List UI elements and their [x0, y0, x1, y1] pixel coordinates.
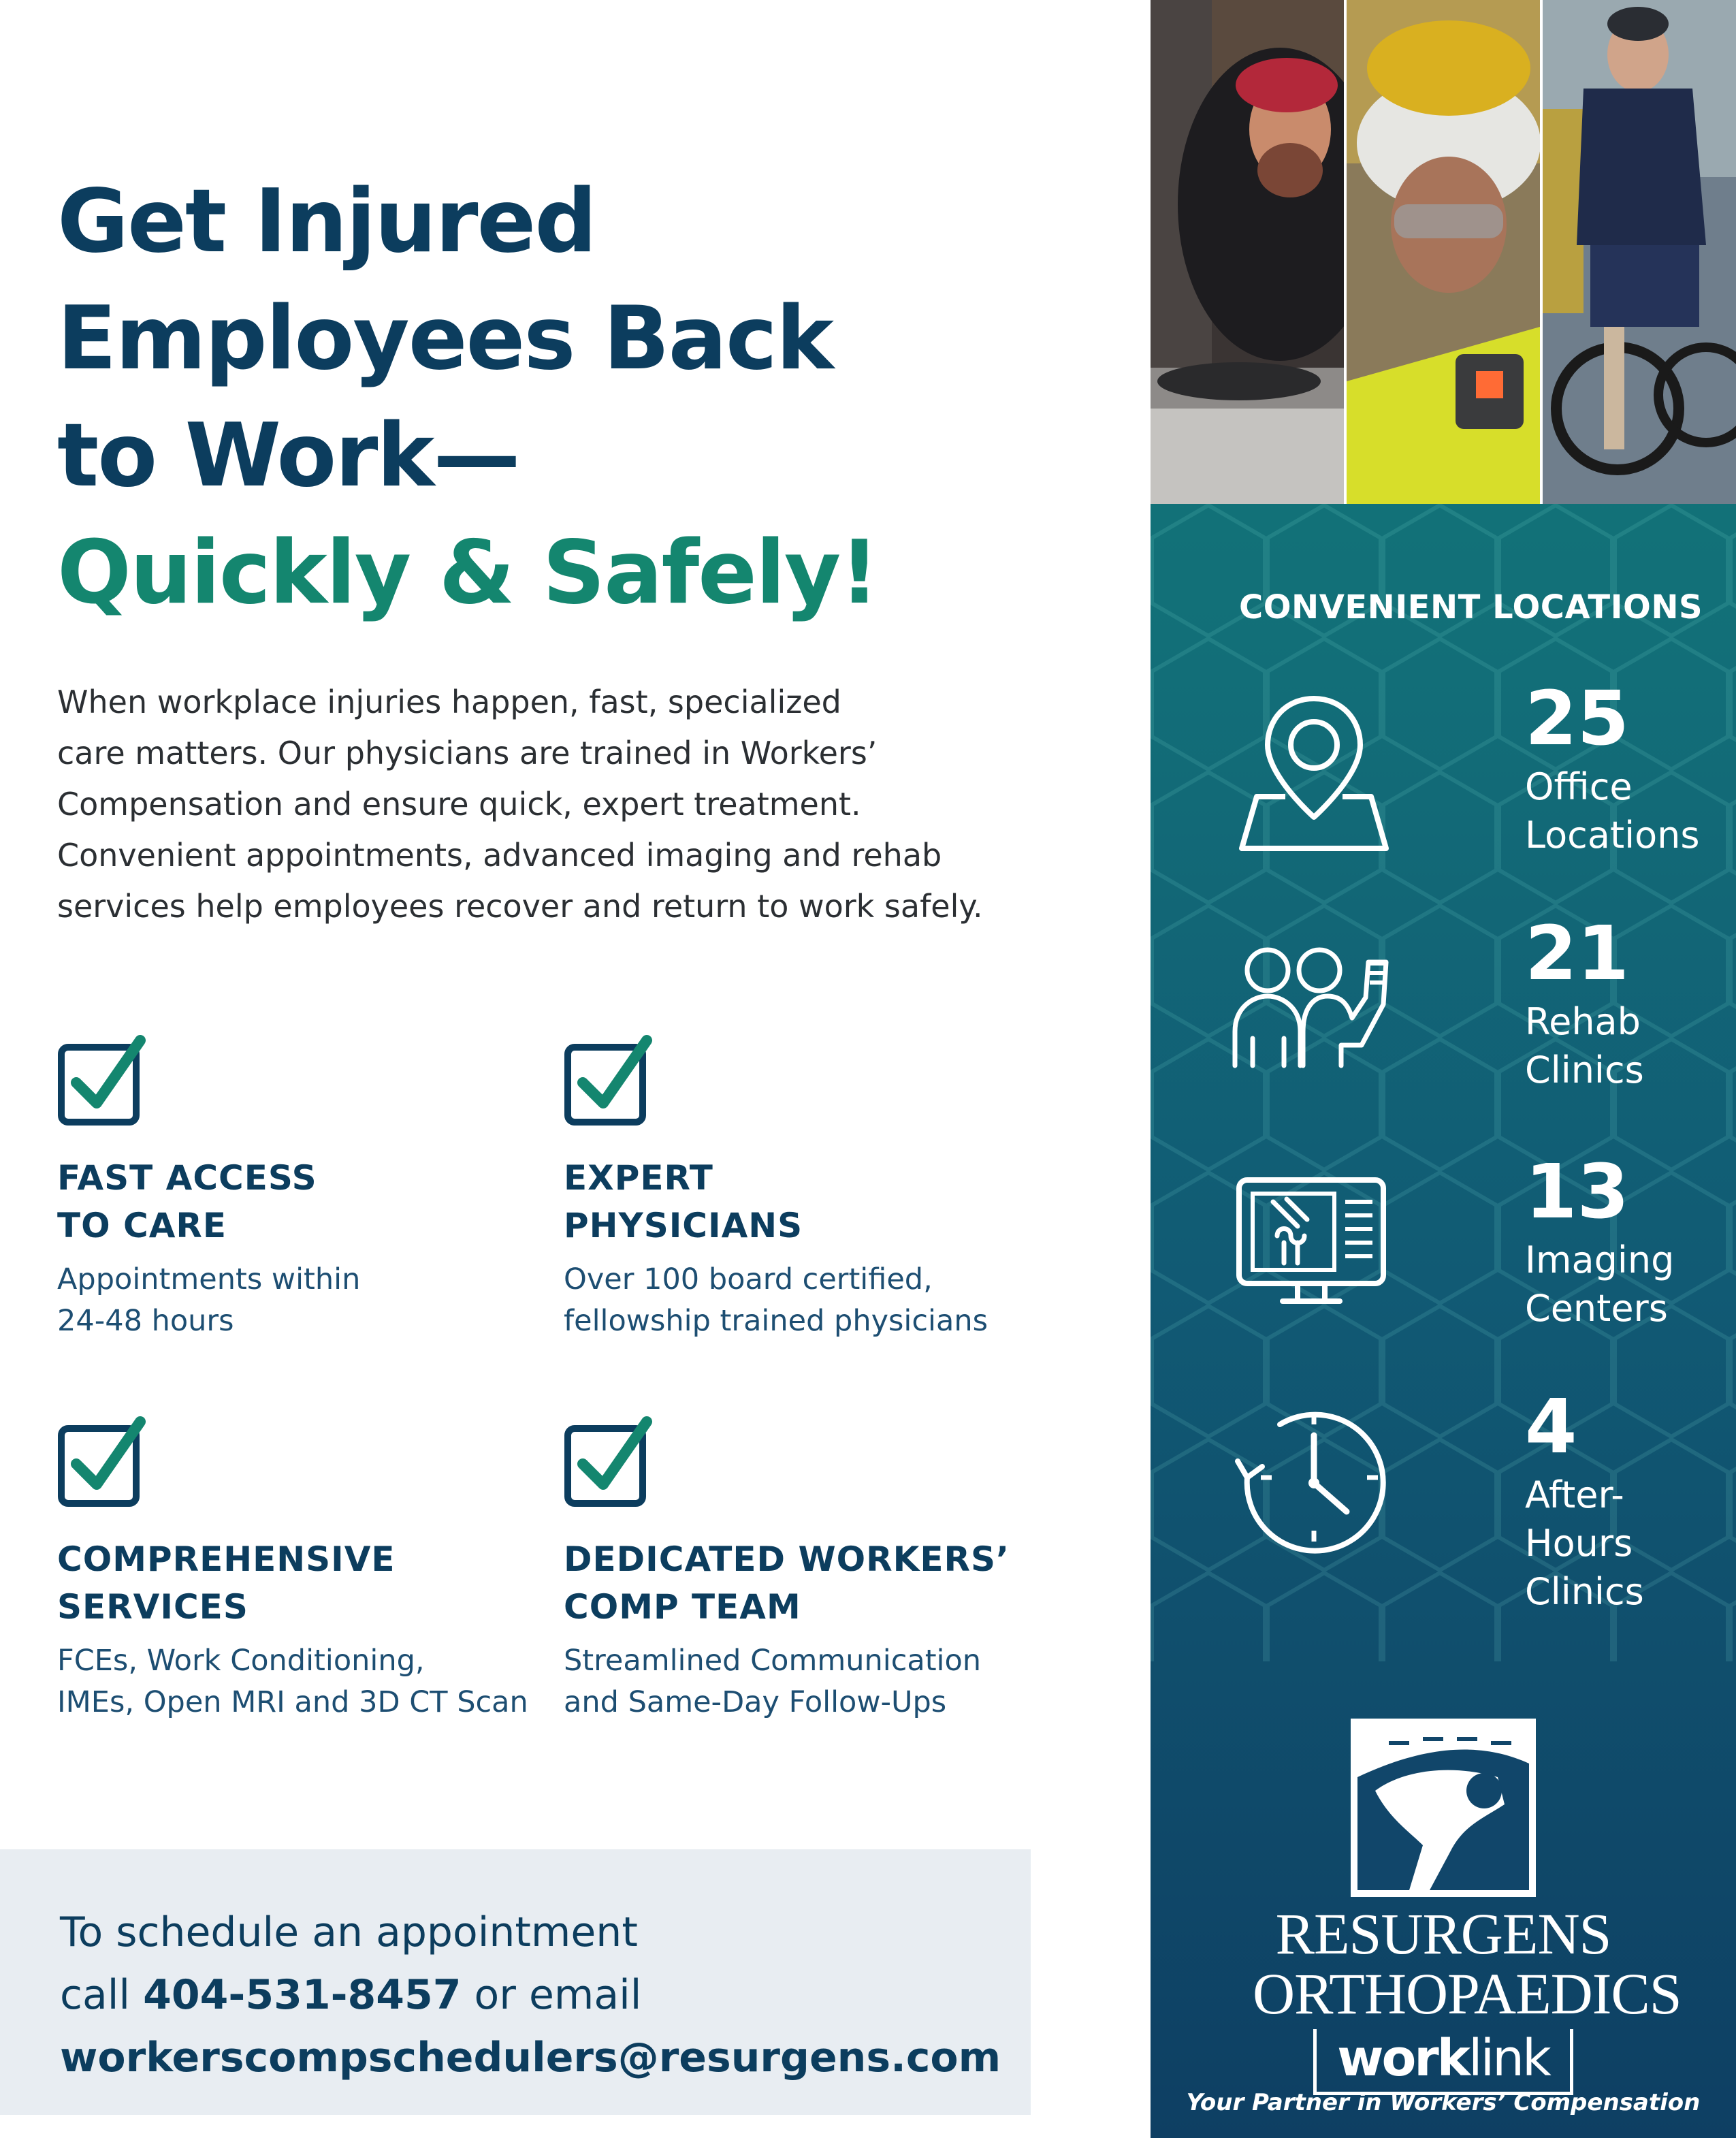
feature-title-line: SERVICES [57, 1587, 248, 1627]
stat-number: 13 [1525, 1148, 1630, 1235]
stat-after-hours-clinics [1232, 1383, 1709, 1613]
checkbox-icon [57, 1416, 146, 1508]
feature-description [564, 1259, 1054, 1342]
cta-phone-line [60, 1964, 1031, 2026]
intro-line: services help employees recover and return to work safely. [57, 888, 983, 925]
headline-line-2: Employees Back [57, 288, 833, 389]
stat-number: 4 [1525, 1383, 1577, 1470]
worklink-light: link [1468, 2029, 1549, 2088]
stat-label [1525, 998, 1644, 1094]
clock-icon [1232, 1396, 1396, 1559]
intro-line: Convenient appointments, advanced imaging and rehab [57, 837, 942, 874]
feature-desc-line: Streamlined Communication [564, 1644, 982, 1678]
cta-email-line [60, 2026, 1031, 2089]
feature-comprehensive-services [57, 1416, 547, 1723]
intro-line: When workplace injuries happen, fast, specialized [57, 684, 841, 720]
stat-label-line: After-Hours [1525, 1473, 1633, 1565]
stat-number: 25 [1525, 675, 1630, 762]
feature-title [57, 1535, 547, 1631]
headline [57, 163, 1078, 632]
imaging-monitor-icon [1232, 1161, 1396, 1324]
stat-label-line: Clinics [1525, 1570, 1644, 1613]
feature-desc-line: IMEs, Open MRI and 3D CT Scan [57, 1685, 528, 1719]
feature-fast-access [57, 1035, 547, 1342]
stat-label-line: Centers [1525, 1287, 1668, 1330]
phone-link[interactable]: 404-531-8457 [143, 1971, 462, 2019]
cta-line: To schedule an appointment [60, 1909, 638, 1956]
stat-label [1525, 763, 1700, 859]
feature-title-line: EXPERT [564, 1158, 713, 1198]
photo-bike-officer [1543, 0, 1736, 504]
intro-line: care matters. Our physicians are trained in Workers’ [57, 735, 878, 771]
stat-label [1525, 1471, 1709, 1616]
stat-label-line: Imaging [1525, 1239, 1675, 1281]
photo-construction-worker [1347, 0, 1540, 504]
checkbox-icon [564, 1416, 652, 1508]
worker-photo-strip [1151, 0, 1736, 504]
tagline: Your Partner in Workers’ Compensation [1186, 2089, 1701, 2116]
headline-accent: Quickly & Safely! [57, 522, 878, 624]
stat-label-line: Office [1525, 765, 1633, 808]
feature-description [57, 1259, 547, 1342]
cta-text: call [60, 1971, 144, 2019]
feature-title-line: TO CARE [57, 1206, 227, 1245]
feature-desc-line: FCEs, Work Conditioning, [57, 1644, 425, 1678]
stat-label [1525, 1236, 1674, 1333]
logo-name-line-1: RESURGENS [1275, 1901, 1611, 1966]
feature-desc-line: Over 100 board certified, [564, 1262, 933, 1296]
logo-name-line-2: ORTHOPAEDICS [1253, 1961, 1682, 2026]
appointment-cta-box [0, 1849, 1031, 2115]
locations-title: CONVENIENT LOCATIONS [1239, 588, 1703, 626]
stat-imaging-centers [1232, 1148, 1709, 1365]
feature-desc-line: and Same-Day Follow-Ups [564, 1685, 947, 1719]
rehab-people-icon [1232, 923, 1396, 1086]
worklink-bold: work [1337, 2029, 1469, 2088]
checkbox-icon [57, 1035, 146, 1127]
worklink-wordmark [1253, 2029, 1634, 2095]
feature-title-line: COMPREHENSIVE [57, 1539, 396, 1579]
feature-desc-line: fellowship trained physicians [564, 1304, 988, 1338]
stat-number: 21 [1525, 910, 1630, 997]
feature-title-line: COMP TEAM [564, 1587, 801, 1627]
feature-description [57, 1640, 547, 1723]
feature-title-line: DEDICATED WORKERS’ [564, 1539, 1010, 1579]
stat-label-line: Clinics [1525, 1049, 1644, 1091]
feature-title [564, 1535, 1054, 1631]
feature-title [57, 1154, 547, 1249]
feature-description [564, 1640, 1054, 1723]
feature-desc-line: Appointments within [57, 1262, 361, 1296]
headline-line-3: to Work— [57, 405, 519, 507]
intro-line: Compensation and ensure quick, expert treatment. [57, 786, 861, 823]
feature-dedicated-team [564, 1416, 1054, 1723]
resurgens-logo [1253, 1716, 1682, 2095]
feature-desc-line: 24-48 hours [57, 1304, 234, 1338]
feature-title [564, 1154, 1054, 1249]
logo-mark-icon [1348, 1716, 1539, 1900]
feature-title-line: PHYSICIANS [564, 1206, 803, 1245]
cta-text: or email [461, 1971, 642, 2019]
feature-expert-physicians [564, 1035, 1054, 1342]
stat-rehab-clinics [1232, 910, 1709, 1127]
map-pin-icon [1232, 688, 1396, 851]
stat-office-locations [1232, 675, 1709, 892]
intro-paragraph [57, 677, 1024, 932]
checkbox-icon [564, 1035, 652, 1127]
locations-panel [1151, 0, 1736, 2138]
headline-line-1: Get Injured [57, 171, 596, 272]
stat-label-line: Rehab [1525, 1000, 1641, 1043]
stat-label-line: Locations [1525, 814, 1700, 857]
photo-chef [1151, 0, 1344, 504]
worklink-frame [1313, 2029, 1573, 2095]
feature-title-line: FAST ACCESS [57, 1158, 317, 1198]
email-link[interactable]: workerscompschedulers@resurgens.com [60, 2034, 1001, 2081]
